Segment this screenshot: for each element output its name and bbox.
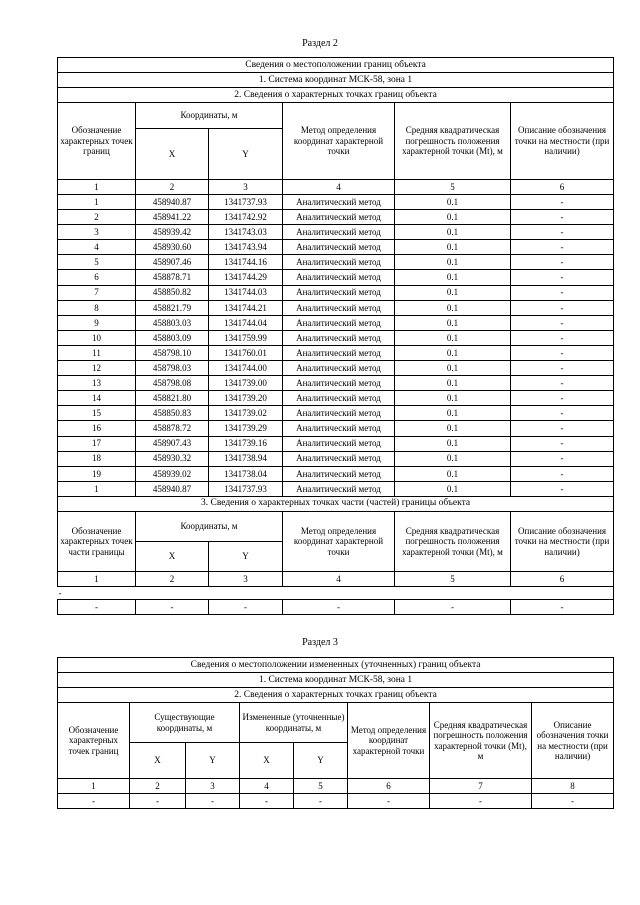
col-x: X bbox=[136, 129, 209, 180]
section-3-table bbox=[57, 657, 614, 809]
point-y: 1341738.94 bbox=[209, 451, 283, 466]
point-y: 1341743.03 bbox=[209, 225, 283, 240]
s3-col-num: 3 bbox=[186, 779, 240, 794]
point-error: 0.1 bbox=[395, 255, 511, 270]
point-error: 0.1 bbox=[395, 270, 511, 285]
table-row bbox=[58, 345, 614, 360]
point-x: 458821.80 bbox=[136, 391, 209, 406]
section-3-title: Раздел 3 bbox=[302, 637, 338, 648]
point-description: - bbox=[511, 361, 614, 376]
s3-empty-cell: - bbox=[430, 794, 532, 809]
point-x: 458930.32 bbox=[136, 451, 209, 466]
point-description: - bbox=[511, 436, 614, 451]
point-description: - bbox=[511, 330, 614, 345]
part-empty-cell: - bbox=[209, 599, 283, 614]
s3-empty-cell: - bbox=[130, 794, 186, 809]
points-body bbox=[58, 195, 614, 497]
s3-col-num: 5 bbox=[294, 779, 348, 794]
section-2-title: Раздел 2 bbox=[302, 38, 338, 49]
s3-col-num: 4 bbox=[240, 779, 294, 794]
point-x: 458940.87 bbox=[136, 195, 209, 210]
point-method: Аналитический метод bbox=[283, 240, 395, 255]
s3-col-num: 2 bbox=[130, 779, 186, 794]
point-error: 0.1 bbox=[395, 481, 511, 496]
part-empty-cell: - bbox=[136, 599, 209, 614]
s3-col-error: Средняя квадратическая погрешность положения характерной точки (Mt), м bbox=[430, 703, 532, 779]
part-col-designation: Обозначение характерных точек части границы bbox=[58, 511, 136, 571]
point-method: Аналитический метод bbox=[283, 451, 395, 466]
point-method: Аналитический метод bbox=[283, 421, 395, 436]
point-error: 0.1 bbox=[395, 210, 511, 225]
s3-col-y-new: Y bbox=[294, 743, 348, 779]
point-method: Аналитический метод bbox=[283, 285, 395, 300]
s3-empty-cell: - bbox=[58, 794, 130, 809]
s3-col-changed: Измененные (уточненные) координаты, м bbox=[240, 703, 348, 743]
part-col-error: Средняя квадратическая погрешность положения характерной точки (Mt), м bbox=[395, 511, 511, 571]
point-number: 12 bbox=[58, 361, 136, 376]
point-description: - bbox=[511, 421, 614, 436]
part-col-num: 3 bbox=[209, 571, 283, 586]
point-error: 0.1 bbox=[395, 391, 511, 406]
point-x: 458939.42 bbox=[136, 225, 209, 240]
point-y: 1341739.00 bbox=[209, 376, 283, 391]
point-number: 2 bbox=[58, 210, 136, 225]
point-method: Аналитический метод bbox=[283, 255, 395, 270]
point-x: 458850.82 bbox=[136, 285, 209, 300]
s3-empty-cell: - bbox=[294, 794, 348, 809]
point-x: 458821.79 bbox=[136, 300, 209, 315]
point-error: 0.1 bbox=[395, 451, 511, 466]
s3-col-num: 8 bbox=[532, 779, 614, 794]
part-dash-row: - bbox=[58, 586, 614, 599]
col-designation: Обозначение характерных точек границ bbox=[58, 103, 136, 180]
point-x: 458878.71 bbox=[136, 270, 209, 285]
point-description: - bbox=[511, 285, 614, 300]
point-description: - bbox=[511, 240, 614, 255]
point-number: 6 bbox=[58, 270, 136, 285]
part-col-num: 5 bbox=[395, 571, 511, 586]
point-description: - bbox=[511, 195, 614, 210]
point-error: 0.1 bbox=[395, 300, 511, 315]
point-description: - bbox=[511, 270, 614, 285]
col-num: 3 bbox=[209, 180, 283, 195]
point-number: 1 bbox=[58, 481, 136, 496]
point-error: 0.1 bbox=[395, 315, 511, 330]
section-2-table bbox=[57, 57, 614, 615]
point-method: Аналитический метод bbox=[283, 345, 395, 360]
point-error: 0.1 bbox=[395, 330, 511, 345]
table-row bbox=[58, 361, 614, 376]
col-num: 1 bbox=[58, 180, 136, 195]
point-y: 1341737.93 bbox=[209, 481, 283, 496]
point-method: Аналитический метод bbox=[283, 315, 395, 330]
point-description: - bbox=[511, 315, 614, 330]
point-description: - bbox=[511, 376, 614, 391]
col-y: Y bbox=[209, 129, 283, 180]
part-col-coords: Координаты, м bbox=[136, 511, 283, 541]
table-row bbox=[58, 270, 614, 285]
point-number: 7 bbox=[58, 285, 136, 300]
s3-col-num: 6 bbox=[348, 779, 430, 794]
point-method: Аналитический метод bbox=[283, 406, 395, 421]
point-description: - bbox=[511, 451, 614, 466]
point-description: - bbox=[511, 300, 614, 315]
point-method: Аналитический метод bbox=[283, 436, 395, 451]
part-col-y: Y bbox=[209, 541, 283, 571]
point-error: 0.1 bbox=[395, 376, 511, 391]
point-number: 1 bbox=[58, 195, 136, 210]
point-y: 1341759.99 bbox=[209, 330, 283, 345]
point-number: 19 bbox=[58, 466, 136, 481]
point-x: 458798.08 bbox=[136, 376, 209, 391]
table-row bbox=[58, 330, 614, 345]
point-number: 4 bbox=[58, 240, 136, 255]
point-method: Аналитический метод bbox=[283, 361, 395, 376]
point-y: 1341739.29 bbox=[209, 421, 283, 436]
part-col-description: Описание обозначения точки на местности (при наличии) bbox=[511, 511, 614, 571]
section-3-header: Сведения о местоположении измененных (уточненных) границ объекта bbox=[58, 658, 614, 673]
s3-col-num: 1 bbox=[58, 779, 130, 794]
point-x: 458803.09 bbox=[136, 330, 209, 345]
point-y: 1341744.03 bbox=[209, 285, 283, 300]
table-row bbox=[58, 421, 614, 436]
point-error: 0.1 bbox=[395, 240, 511, 255]
point-description: - bbox=[511, 406, 614, 421]
point-method: Аналитический метод bbox=[283, 300, 395, 315]
point-y: 1341739.20 bbox=[209, 391, 283, 406]
part-col-x: X bbox=[136, 541, 209, 571]
point-number: 18 bbox=[58, 451, 136, 466]
col-num: 4 bbox=[283, 180, 395, 195]
col-num: 6 bbox=[511, 180, 614, 195]
table-row bbox=[58, 240, 614, 255]
section-2-system: 1. Система координат МСК-58, зона 1 bbox=[58, 73, 614, 88]
point-number: 15 bbox=[58, 406, 136, 421]
point-number: 11 bbox=[58, 345, 136, 360]
point-number: 10 bbox=[58, 330, 136, 345]
section-3-points-title: 2. Сведения о характерных точках границ объекта bbox=[58, 688, 614, 703]
part-empty-cell: - bbox=[58, 599, 136, 614]
s3-col-x-new: X bbox=[240, 743, 294, 779]
table-row bbox=[58, 436, 614, 451]
point-number: 17 bbox=[58, 436, 136, 451]
table-row bbox=[58, 406, 614, 421]
point-x: 458850.83 bbox=[136, 406, 209, 421]
table-row bbox=[58, 300, 614, 315]
point-method: Аналитический метод bbox=[283, 330, 395, 345]
part-empty-cell: - bbox=[395, 599, 511, 614]
table-row bbox=[58, 391, 614, 406]
point-number: 8 bbox=[58, 300, 136, 315]
s3-empty-cell: - bbox=[532, 794, 614, 809]
point-y: 1341739.02 bbox=[209, 406, 283, 421]
point-x: 458878.72 bbox=[136, 421, 209, 436]
point-error: 0.1 bbox=[395, 345, 511, 360]
point-error: 0.1 bbox=[395, 285, 511, 300]
part-empty-cell: - bbox=[283, 599, 395, 614]
table-row bbox=[58, 255, 614, 270]
part-col-num: 6 bbox=[511, 571, 614, 586]
table-row bbox=[58, 225, 614, 240]
point-y: 1341744.16 bbox=[209, 255, 283, 270]
part-col-method: Метод определения координат характерной точки bbox=[283, 511, 395, 571]
col-num: 2 bbox=[136, 180, 209, 195]
point-error: 0.1 bbox=[395, 466, 511, 481]
point-method: Аналитический метод bbox=[283, 376, 395, 391]
table-row bbox=[58, 481, 614, 496]
point-method: Аналитический метод bbox=[283, 466, 395, 481]
s3-col-method: Метод определения координат характерной точки bbox=[348, 703, 430, 779]
point-y: 1341739.16 bbox=[209, 436, 283, 451]
col-description: Описание обозначения точки на местности (при наличии) bbox=[511, 103, 614, 180]
s3-col-x: X bbox=[130, 743, 186, 779]
point-method: Аналитический метод bbox=[283, 195, 395, 210]
point-number: 13 bbox=[58, 376, 136, 391]
point-error: 0.1 bbox=[395, 406, 511, 421]
table-row bbox=[58, 195, 614, 210]
col-coords: Координаты, м bbox=[136, 103, 283, 129]
point-x: 458939.02 bbox=[136, 466, 209, 481]
point-method: Аналитический метод bbox=[283, 481, 395, 496]
s3-col-designation: Обозначение характерных точек границ bbox=[58, 703, 130, 779]
point-number: 16 bbox=[58, 421, 136, 436]
col-method: Метод определения координат характерной точки bbox=[283, 103, 395, 180]
s3-empty-cell: - bbox=[348, 794, 430, 809]
s3-empty-cell: - bbox=[186, 794, 240, 809]
part-col-num: 4 bbox=[283, 571, 395, 586]
s3-col-y: Y bbox=[186, 743, 240, 779]
point-y: 1341744.00 bbox=[209, 361, 283, 376]
point-method: Аналитический метод bbox=[283, 210, 395, 225]
point-x: 458941.22 bbox=[136, 210, 209, 225]
section-2-header: Сведения о местоположении границ объекта bbox=[58, 58, 614, 73]
point-x: 458907.43 bbox=[136, 436, 209, 451]
point-y: 1341738.04 bbox=[209, 466, 283, 481]
s3-empty-cell: - bbox=[240, 794, 294, 809]
table-row bbox=[58, 466, 614, 481]
s3-col-num: 7 bbox=[430, 779, 532, 794]
part-empty-cell: - bbox=[511, 599, 614, 614]
part-col-num: 2 bbox=[136, 571, 209, 586]
point-description: - bbox=[511, 466, 614, 481]
point-y: 1341744.21 bbox=[209, 300, 283, 315]
table-row bbox=[58, 210, 614, 225]
point-y: 1341744.04 bbox=[209, 315, 283, 330]
table-row bbox=[58, 315, 614, 330]
point-y: 1341744.29 bbox=[209, 270, 283, 285]
point-number: 14 bbox=[58, 391, 136, 406]
section-2-points-title: 2. Сведения о характерных точках границ объекта bbox=[58, 88, 614, 103]
point-number: 3 bbox=[58, 225, 136, 240]
point-description: - bbox=[511, 345, 614, 360]
point-method: Аналитический метод bbox=[283, 225, 395, 240]
point-x: 458803.03 bbox=[136, 315, 209, 330]
point-y: 1341760.01 bbox=[209, 345, 283, 360]
part-title: 3. Сведения о характерных точках части (частей) границы объекта bbox=[58, 496, 614, 511]
point-y: 1341742.92 bbox=[209, 210, 283, 225]
table-row bbox=[58, 451, 614, 466]
point-x: 458930.60 bbox=[136, 240, 209, 255]
point-y: 1341737.93 bbox=[209, 195, 283, 210]
s3-col-existing: Существующие координаты, м bbox=[130, 703, 240, 743]
s3-col-description: Описание обозначения точки на местности (при наличии) bbox=[532, 703, 614, 779]
section-3-system: 1. Система координат МСК-58, зона 1 bbox=[58, 673, 614, 688]
point-description: - bbox=[511, 391, 614, 406]
point-description: - bbox=[511, 210, 614, 225]
point-error: 0.1 bbox=[395, 436, 511, 451]
point-method: Аналитический метод bbox=[283, 391, 395, 406]
point-description: - bbox=[511, 225, 614, 240]
point-method: Аналитический метод bbox=[283, 270, 395, 285]
point-error: 0.1 bbox=[395, 421, 511, 436]
point-description: - bbox=[511, 255, 614, 270]
point-description: - bbox=[511, 481, 614, 496]
col-num: 5 bbox=[395, 180, 511, 195]
point-number: 9 bbox=[58, 315, 136, 330]
point-error: 0.1 bbox=[395, 195, 511, 210]
table-row bbox=[58, 285, 614, 300]
point-x: 458907.46 bbox=[136, 255, 209, 270]
point-x: 458798.03 bbox=[136, 361, 209, 376]
point-error: 0.1 bbox=[395, 361, 511, 376]
point-number: 5 bbox=[58, 255, 136, 270]
point-error: 0.1 bbox=[395, 225, 511, 240]
point-x: 458798.10 bbox=[136, 345, 209, 360]
part-col-num: 1 bbox=[58, 571, 136, 586]
col-error: Средняя квадратическая погрешность положения характерной точки (Mt), м bbox=[395, 103, 511, 180]
point-x: 458940.87 bbox=[136, 481, 209, 496]
point-y: 1341743.94 bbox=[209, 240, 283, 255]
table-row bbox=[58, 376, 614, 391]
